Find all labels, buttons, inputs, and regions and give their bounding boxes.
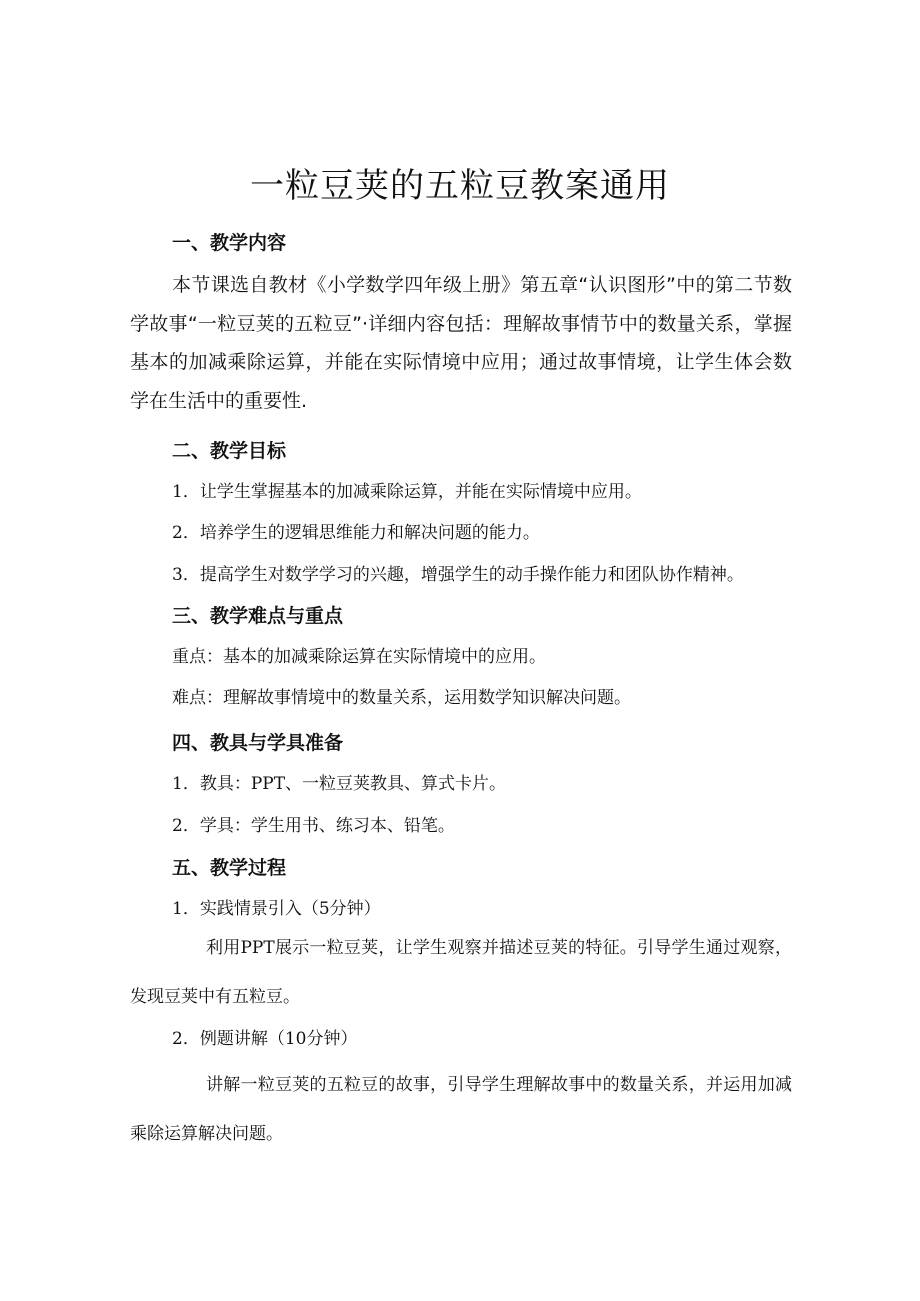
goal-item-3: 3．提高学生对数学学习的兴趣，增强学生的动手操作能力和团队协作精神。 <box>172 565 744 585</box>
materials-item-2: 2．学具：学生用书、练习本、铅笔。 <box>172 816 455 836</box>
goal-item-2: 2．培养学生的逻辑思维能力和解决问题的能力。 <box>172 523 540 543</box>
key-point-item: 重点：基本的加减乘除运算在实际情境中的应用。 <box>172 647 546 667</box>
goal-item-1: 1．让学生掌握基本的加减乘除运算，并能在实际情境中应用。 <box>172 482 642 502</box>
section-heading-teaching-goals: 二、教学目标 <box>172 440 287 462</box>
process-step-text-2: 讲解一粒豆荚的五粒豆的故事，引导学生理解故事中的数量关系，并运用加减乘除运算解决问题。 <box>130 1075 792 1144</box>
document-title: 一粒豆荚的五粒豆教案通用 <box>250 166 670 206</box>
section-heading-teaching-process: 五、教学过程 <box>172 857 287 879</box>
section-heading-teaching-content: 一、教学内容 <box>172 232 287 254</box>
difficult-point-item: 难点：理解故事情境中的数量关系，运用数学知识解决问题。 <box>172 688 631 708</box>
teaching-content-paragraph: 本节课选自教材《小学数学四年级上册》第五章“认识图形”中的第二节数学故事“一粒豆荚的五粒豆”·详细内容包括：理解故事情节中的数量关系，掌握基本的加减乘除运算，并能在实际情境中应用；通过故事情境，让学生体会数学在生活中的重要性. <box>130 274 792 412</box>
process-step-text-1: 利用PPT展示一粒豆荚，让学生观察并描述豆荚的特征。引导学生通过观察，发现豆荚中有五粒豆。 <box>130 938 792 1007</box>
section-heading-materials: 四、教具与学具准备 <box>172 732 344 754</box>
section-heading-key-points: 三、教学难点与重点 <box>172 605 344 627</box>
process-step-label-2: 2．例题讲解（10分钟） <box>172 1029 358 1049</box>
process-step-label-1: 1．实践情景引入（5分钟） <box>172 899 381 919</box>
materials-item-1: 1．教具：PPT、一粒豆荚教具、算式卡片。 <box>172 774 507 794</box>
